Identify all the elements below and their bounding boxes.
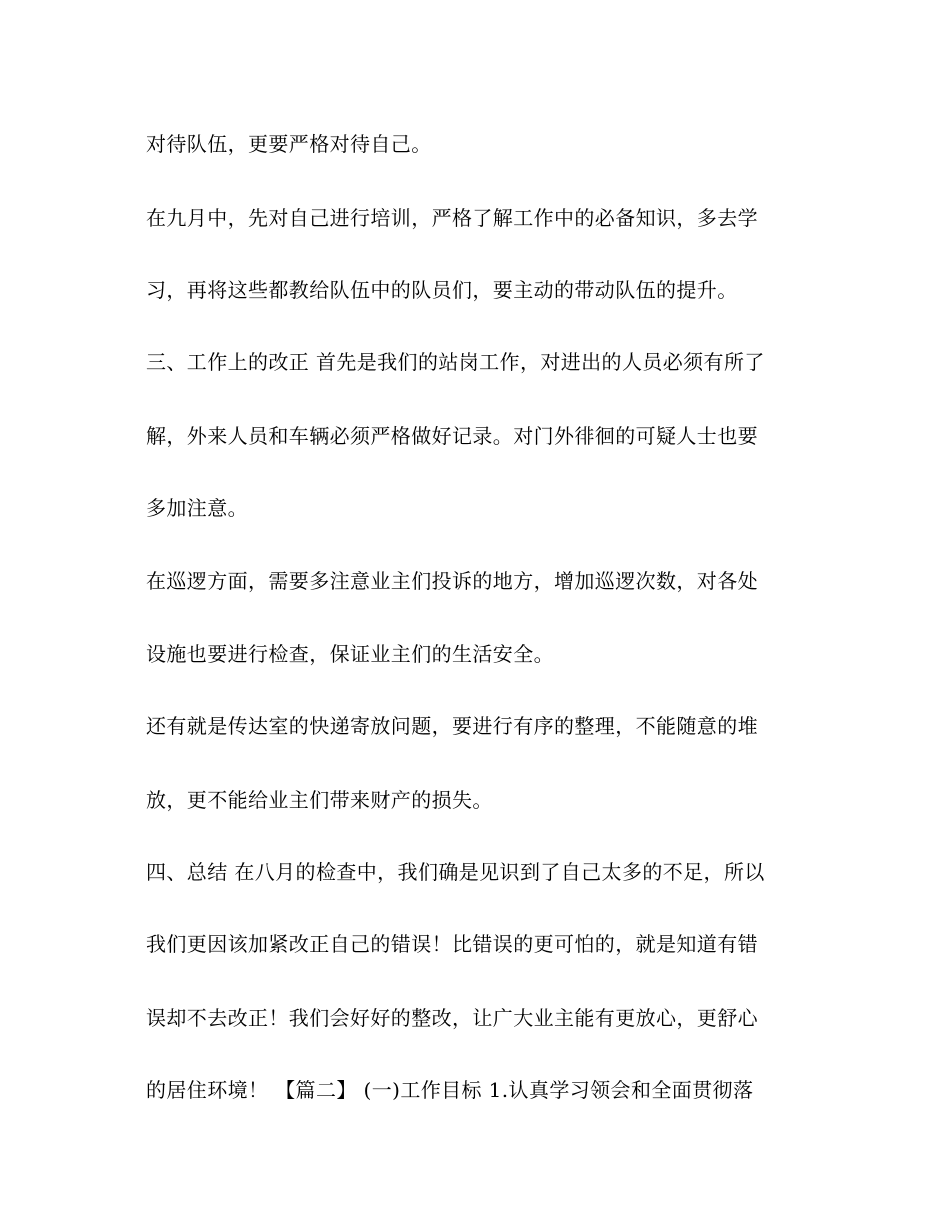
text-line: 误却不去改正！我们会好好的整改，让广大业主能有更放心，更舒心 xyxy=(146,1006,758,1030)
text-line: 四、总结 在八月的检查中，我们确是见识到了自己太多的不足，所以 xyxy=(146,860,765,884)
text-line: 三、工作上的改正 首先是我们的站岗工作，对进出的人员必须有所了 xyxy=(146,350,765,374)
text-line: 解，外来人员和车辆必须严格做好记录。对门外徘徊的可疑人士也要 xyxy=(146,424,758,448)
text-line: 对待队伍，更要严格对待自己。 xyxy=(146,132,432,156)
text-line: 习，再将这些都教给队伍中的队员们，要主动的带动队伍的提升。 xyxy=(146,278,738,302)
text-line: 在巡逻方面，需要多注意业主们投诉的地方，增加巡逻次数，对各处 xyxy=(146,569,758,593)
text-line: 多加注意。 xyxy=(146,496,248,520)
text-line: 我们更因该加紧改正自己的错误！比错误的更可怕的，就是知道有错 xyxy=(146,932,758,956)
text-line: 还有就是传达室的快递寄放问题，要进行有序的整理，不能随意的堆 xyxy=(146,714,758,738)
text-line: 放，更不能给业主们带来财产的损失。 xyxy=(146,788,493,812)
text-line: 设施也要进行检查，保证业主们的生活安全。 xyxy=(146,642,554,666)
text-line: 在九月中，先对自己进行培训，严格了解工作中的必备知识，多去学 xyxy=(146,206,758,230)
text-line: 的居住环境！ 【篇二】 (一)工作目标 1.认真学习领会和全面贯彻落 xyxy=(146,1078,754,1102)
